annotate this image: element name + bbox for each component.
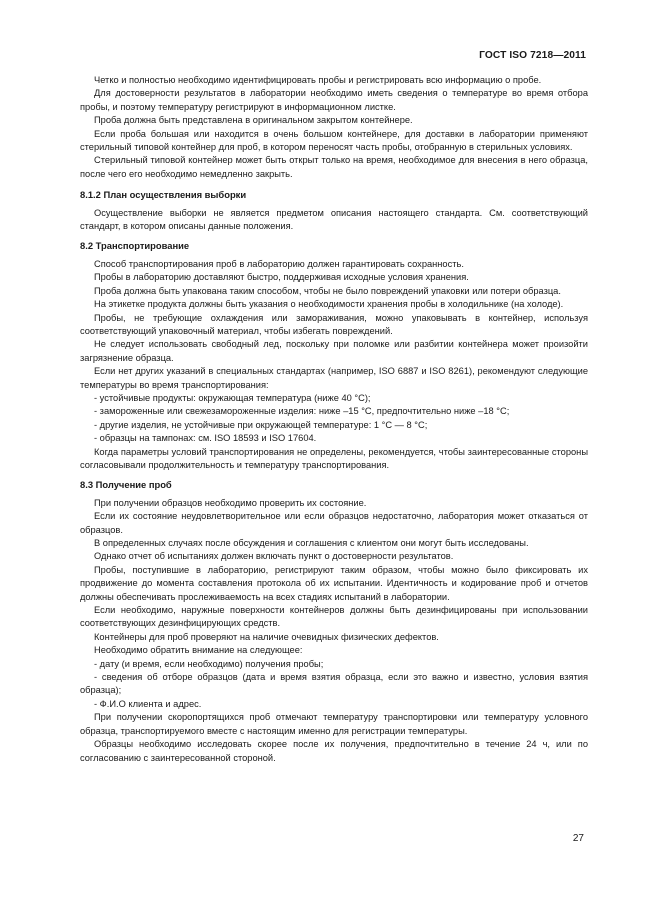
paragraph: Если необходимо, наружные поверхности контейнеров должны быть дезинфицированы при использовании соответствующих дезинфицирующих средств. bbox=[80, 605, 588, 629]
paragraph: Стерильный типовой контейнер может быть открыт только на время, необходимое для внесения в него образца, после чего его необходимо немедленно закрыть. bbox=[80, 155, 588, 179]
paragraph: Когда параметры условий транспортирования не определены, рекомендуется, чтобы заинтересованные стороны согласовывали продолжительность и температуру транспортирования. bbox=[80, 446, 588, 470]
page-number: 27 bbox=[572, 833, 584, 844]
section-heading-8-2: 8.2 Транспортирование bbox=[80, 240, 190, 252]
page-content bbox=[80, 74, 588, 765]
paragraph: Пробы, поступившие в лабораторию, регистрируют таким образом, чтобы можно было фиксировать их продвижение до момента составления протокола об их испытании. Идентичность и кодирование проб и отчетов должны обеспечивать прослеживаемость на всех стадиях испытаний в лаборатории. bbox=[80, 564, 588, 602]
standard-header: ГОСТ ISO 7218—2011 bbox=[479, 50, 586, 61]
paragraph: При получении скоропортящихся проб отмечают температуру транспортировки или температуру условного образца, транспортируемого вместе с настоящим именно для регистрации температуры. bbox=[80, 712, 588, 736]
list-item: - образцы на тампонах: см. ISO 18593 и ISO 17604. bbox=[94, 433, 317, 444]
paragraph: При получении образцов необходимо проверить их состояние. bbox=[94, 497, 367, 508]
paragraph: Проба должна быть представлена в оригинальном закрытом контейнере. bbox=[94, 115, 413, 126]
paragraph: Для достоверности результатов в лаборатории необходимо иметь сведения о температуре во время отбора пробы, и поэтому температуру регистрируют в информационном листке. bbox=[80, 88, 588, 112]
paragraph: Четко и полностью необходимо идентифицировать пробы и регистрировать всю информацию о пробе. bbox=[94, 75, 542, 85]
section-heading-8-3: 8.3 Получение проб bbox=[80, 479, 172, 491]
paragraph: Пробы, не требующие охлаждения или замораживания, можно упаковывать в контейнер, используя соответствующий упаковочный материал, чтобы избегать повреждений. bbox=[80, 312, 588, 336]
list-item: - другие изделия, не устойчивые при окружающей температуре: 1 °С — 8 °С; bbox=[94, 419, 428, 430]
list-item: - Ф.И.О клиента и адрес. bbox=[94, 698, 202, 709]
paragraph: Если их состояние неудовлетворительное или если образцов недостаточно, лаборатория может отказаться от образцов. bbox=[80, 511, 588, 535]
paragraph: Контейнеры для проб проверяют на наличие очевидных физических дефектов. bbox=[94, 631, 439, 642]
list-item: - сведения об отборе образцов (дата и время взятия образца, если это важно и известно, условия взятия образца); bbox=[80, 672, 588, 696]
list-item: - замороженные или свежезамороженные изделия: ниже –15 °С, предпочтительно ниже –18 °С; bbox=[94, 406, 510, 417]
paragraph: Если нет других указаний в специальных стандартах (например, ISO 6887 и ISO 8261), рекомендуют следующие температуры во время транспортирования: bbox=[80, 366, 588, 390]
paragraph: Пробы в лабораторию доставляют быстро, поддерживая исходные условия хранения. bbox=[94, 272, 469, 283]
list-item: - дату (и время, если необходимо) получения пробы; bbox=[94, 658, 324, 669]
paragraph: Способ транспортирования проб в лабораторию должен гарантировать сохранность. bbox=[94, 258, 464, 269]
paragraph: В определенных случаях после обсуждения и соглашения с клиентом они могут быть исследованы. bbox=[94, 538, 529, 548]
paragraph: Образцы необходимо исследовать скорее после их получения, предпочтительно в течение 24 ч, или по согласованию с заинтересованной стороной. bbox=[80, 739, 588, 763]
section-heading-8-1-2: 8.1.2 План осуществления выборки bbox=[80, 189, 247, 201]
paragraph: На этикетке продукта должны быть указания о необходимости хранения пробы в холодильнике (на холоде). bbox=[94, 299, 564, 310]
paragraph: Если проба большая или находится в очень большом контейнере, для доставки в лаборатории применяют стерильный типовой контейнер для проб, в котором переносят часть пробы, отобранную в стерильных условиях. bbox=[80, 128, 588, 153]
paragraph: Необходимо обратить внимание на следующее: bbox=[94, 645, 303, 656]
paragraph: Не следует использовать свободный лед, поскольку при поломке или разбитии контейнера может произойти загрязнение образца. bbox=[80, 339, 588, 363]
paragraph: Однако отчет об испытаниях должен включать пункт о достоверности результатов. bbox=[94, 551, 454, 562]
list-item: - устойчивые продукты: окружающая температура (ниже 40 °С); bbox=[94, 392, 371, 403]
paragraph: Осуществление выборки не является предметом описания настоящего стандарта. См. соответствующий стандарт, в котором описаны данные положения. bbox=[80, 207, 588, 232]
paragraph: Проба должна быть упакована таким способом, чтобы не было повреждений упаковки или потери образца. bbox=[94, 285, 561, 296]
